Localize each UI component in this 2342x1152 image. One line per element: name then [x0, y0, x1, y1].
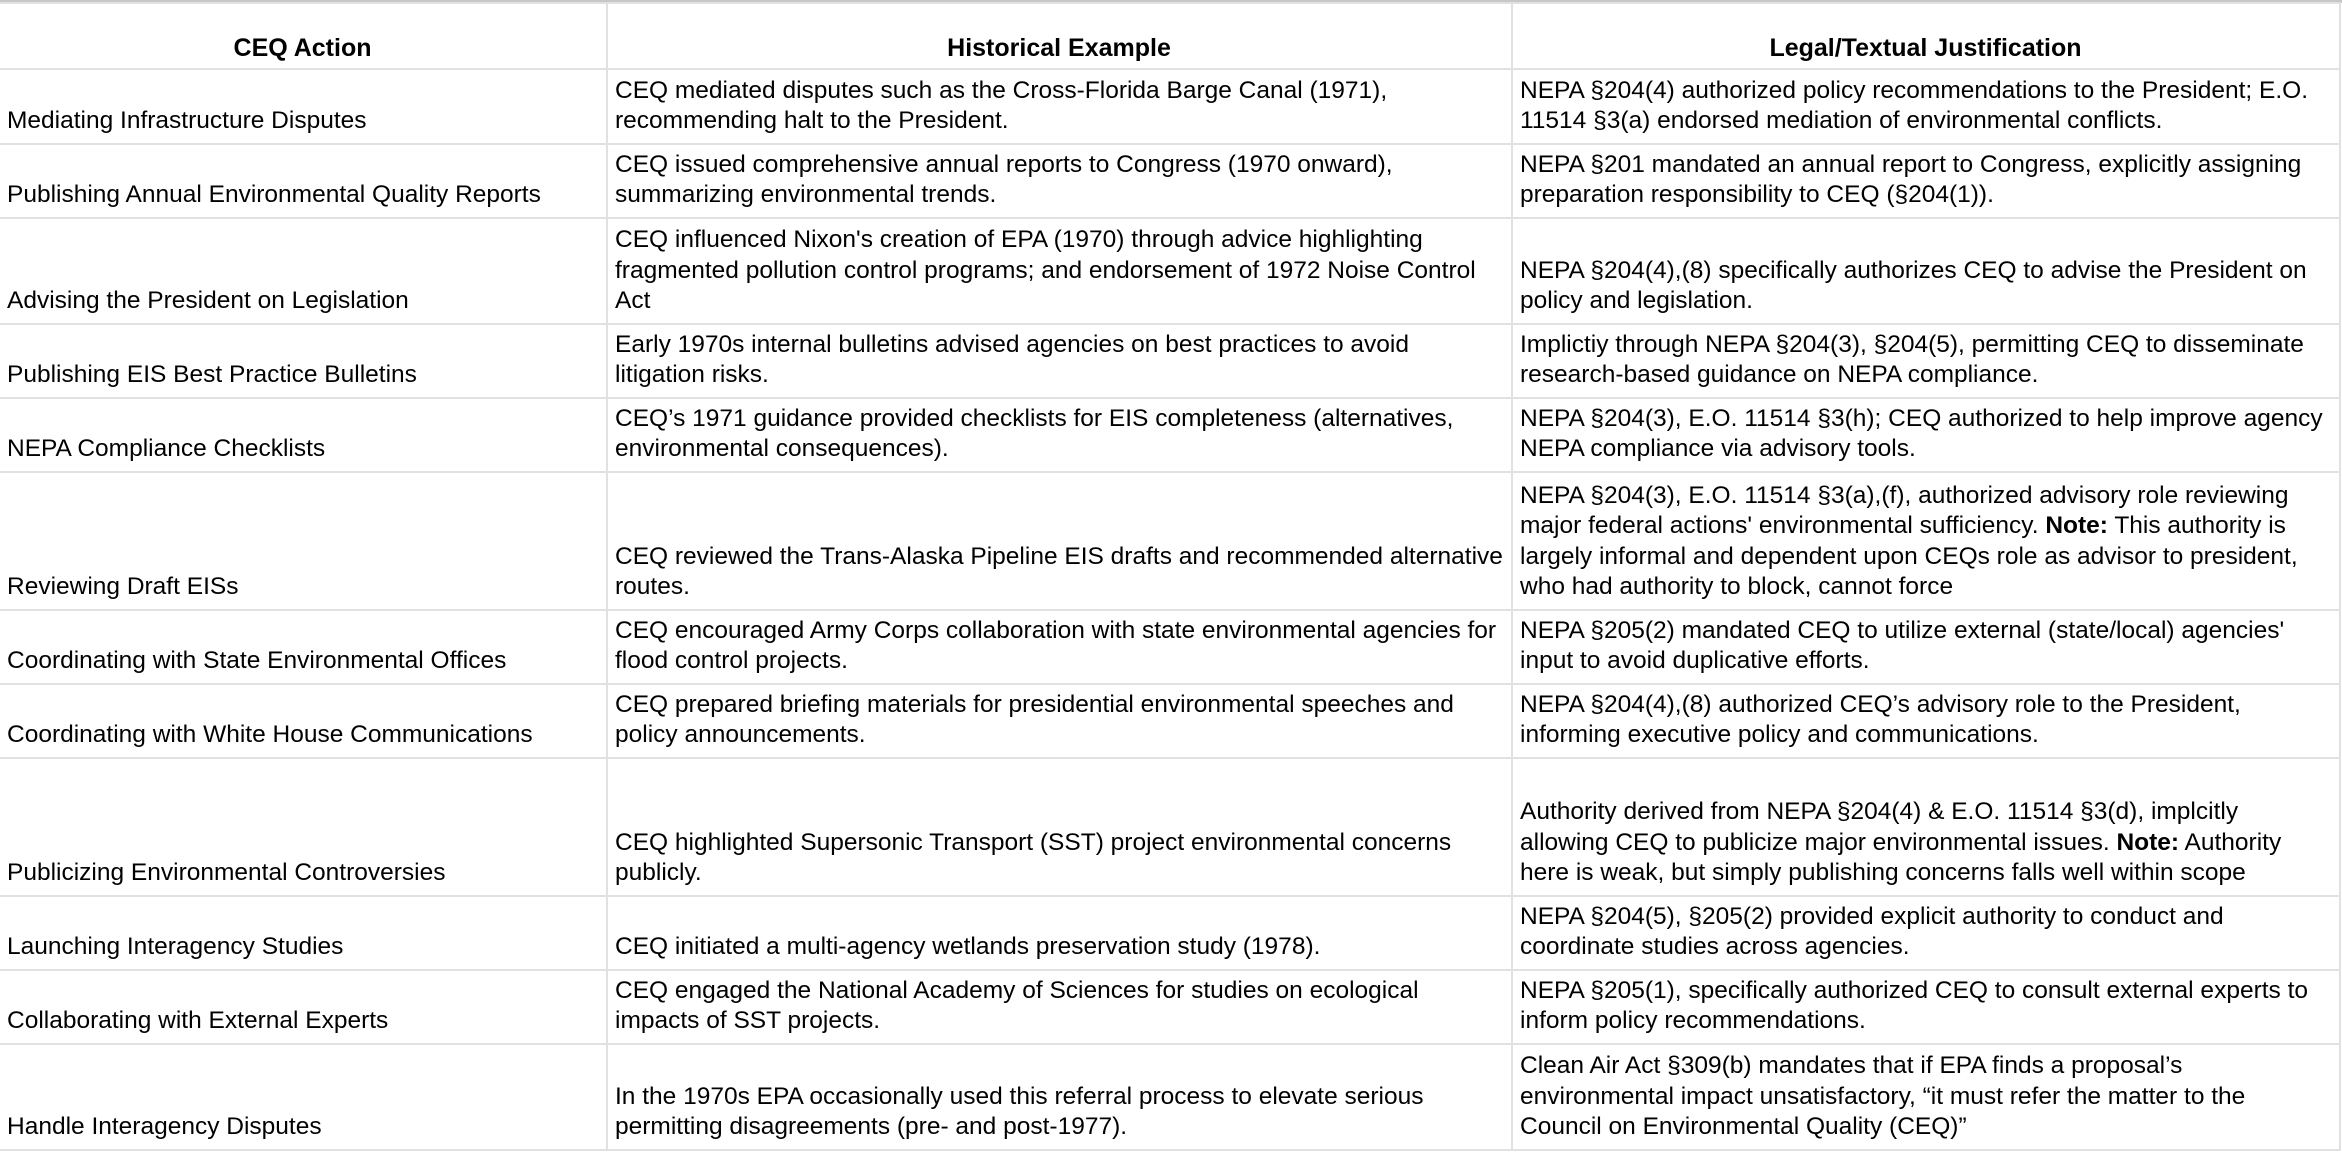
justification-text: Authority derived from NEPA §204(4) & E.O. 11514 §3(d), implcitly allowing CEQ to publicize major environmental issues.	[1520, 798, 2239, 856]
cell-ceq-action[interactable]: Publishing EIS Best Practice Bulletins	[0, 324, 607, 398]
note-label: Note:	[2116, 828, 2180, 856]
cell-historical-example[interactable]: In the 1970s EPA occasionally used this referral process to elevate serious permitting disagreements (pre- and post-1977).	[607, 1044, 1512, 1150]
ceq-actions-table	[0, 2, 2341, 1151]
cell-legal-justification[interactable]	[1512, 970, 2340, 1044]
cell-historical-example[interactable]: CEQ encouraged Army Corps collaboration with state environmental agencies for flood control projects.	[607, 610, 1512, 684]
cell-ceq-action[interactable]: Publishing Annual Environmental Quality Reports	[0, 144, 607, 218]
cell-legal-justification[interactable]	[1512, 684, 2340, 758]
table-row	[0, 398, 2340, 472]
cell-ceq-action[interactable]: Publicizing Environmental Controversies	[0, 758, 607, 896]
cell-historical-example[interactable]: CEQ engaged the National Academy of Sciences for studies on ecological impacts of SST projects.	[607, 970, 1512, 1044]
justification-text: NEPA §205(2) mandated CEQ to utilize external (state/local) agencies' input to avoid duplicative efforts.	[1520, 616, 2285, 675]
table-row	[0, 144, 2340, 218]
table-row	[0, 472, 2340, 610]
cell-ceq-action[interactable]: Collaborating with External Experts	[0, 970, 607, 1044]
table-row	[0, 324, 2340, 398]
justification-text: NEPA §205(1), specifically authorized CEQ to consult external experts to inform policy recommendations.	[1520, 976, 2309, 1035]
cell-ceq-action[interactable]: Coordinating with State Environmental Offices	[0, 610, 607, 684]
cell-ceq-action[interactable]: Reviewing Draft EISs	[0, 472, 607, 610]
cell-legal-justification[interactable]	[1512, 1044, 2340, 1150]
justification-text: Implictiy through NEPA §204(3), §204(5), permitting CEQ to disseminate research-based guidance on NEPA compliance.	[1520, 330, 2304, 389]
justification-text: NEPA §204(3), E.O. 11514 §3(h); CEQ authorized to help improve agency NEPA compliance via advisory tools.	[1520, 404, 2323, 463]
justification-text: NEPA §204(5), §205(2) provided explicit authority to conduct and coordinate studies across agencies.	[1520, 902, 2224, 961]
cell-historical-example[interactable]: CEQ influenced Nixon's creation of EPA (1970) through advice highlighting fragmented pollution control programs; and endorsement of 1972 Noise Control Act	[607, 218, 1512, 324]
cell-legal-justification[interactable]	[1512, 69, 2340, 144]
header-cell-ceq-action[interactable]: CEQ Action	[0, 3, 607, 69]
cell-legal-justification[interactable]	[1512, 896, 2340, 970]
cell-historical-example[interactable]: Early 1970s internal bulletins advised agencies on best practices to avoid litigation risks.	[607, 324, 1512, 398]
cell-historical-example[interactable]: CEQ prepared briefing materials for presidential environmental speeches and policy announcements.	[607, 684, 1512, 758]
table-body	[0, 69, 2340, 1150]
cell-historical-example[interactable]: CEQ initiated a multi-agency wetlands preservation study (1978).	[607, 896, 1512, 970]
justification-text: NEPA §204(4),(8) authorized CEQ’s advisory role to the President, informing executive policy and communications.	[1520, 690, 2241, 749]
table-row	[0, 896, 2340, 970]
justification-text: NEPA §204(3), E.O. 11514 §3(a),(f), authorized advisory role reviewing major federal actions' environmental sufficiency.	[1520, 481, 2289, 540]
cell-ceq-action[interactable]: Advising the President on Legislation	[0, 218, 607, 324]
cell-historical-example[interactable]: CEQ issued comprehensive annual reports to Congress (1970 onward), summarizing environmental trends.	[607, 144, 1512, 218]
header-cell-historical-example[interactable]: Historical Example	[607, 3, 1512, 69]
cell-legal-justification[interactable]	[1512, 218, 2340, 324]
table-row	[0, 218, 2340, 324]
cell-ceq-action[interactable]: NEPA Compliance Checklists	[0, 398, 607, 472]
cell-ceq-action[interactable]: Mediating Infrastructure Disputes	[0, 69, 607, 144]
justification-text: Clean Air Act §309(b) mandates that if EPA finds a proposal’s environmental impact unsatisfactory, “it must refer the matter to the Council on Environmental Quality (CEQ)”	[1520, 1052, 2246, 1141]
justification-text: NEPA §204(4),(8) specifically authorizes CEQ to advise the President on policy and legislation.	[1520, 256, 2307, 315]
cell-ceq-action[interactable]: Coordinating with White House Communications	[0, 684, 607, 758]
cell-historical-example[interactable]: CEQ highlighted Supersonic Transport (SST) project environmental concerns publicly.	[607, 758, 1512, 896]
note-text: This authority is largely informal and dependent upon CEQs role as advisor to president, who had authority to block, cannot force	[1520, 512, 2298, 601]
justification-text: NEPA §204(4) authorized policy recommendations to the President; E.O. 11514 §3(a) endorsed mediation of environmental conflicts.	[1520, 76, 2309, 135]
cell-legal-justification[interactable]	[1512, 758, 2340, 896]
cell-historical-example[interactable]: CEQ reviewed the Trans-Alaska Pipeline EIS drafts and recommended alternative routes.	[607, 472, 1512, 610]
table-row	[0, 758, 2340, 896]
cell-legal-justification[interactable]	[1512, 610, 2340, 684]
table-row	[0, 69, 2340, 144]
table-row	[0, 970, 2340, 1044]
header-cell-legal-justification[interactable]: Legal/Textual Justification	[1512, 3, 2340, 69]
table-row	[0, 684, 2340, 758]
cell-ceq-action[interactable]: Launching Interagency Studies	[0, 896, 607, 970]
note-label: Note:	[2045, 512, 2108, 540]
cell-legal-justification[interactable]	[1512, 398, 2340, 472]
note-text: Authority here is weak, but simply publishing concerns falls well within scope	[1520, 828, 2282, 887]
cell-ceq-action[interactable]: Handle Interagency Disputes	[0, 1044, 607, 1150]
justification-text: NEPA §201 mandated an annual report to Congress, explicitly assigning preparation responsibility to CEQ (§204(1)).	[1520, 150, 2302, 209]
cell-historical-example[interactable]: CEQ mediated disputes such as the Cross-Florida Barge Canal (1971), recommending halt to the President.	[607, 69, 1512, 144]
cell-legal-justification[interactable]	[1512, 144, 2340, 218]
cell-legal-justification[interactable]	[1512, 324, 2340, 398]
table-row	[0, 1044, 2340, 1150]
cell-legal-justification[interactable]	[1512, 472, 2340, 610]
cell-historical-example[interactable]: CEQ’s 1971 guidance provided checklists for EIS completeness (alternatives, environmental consequences).	[607, 398, 1512, 472]
header-row	[0, 3, 2340, 69]
table-row	[0, 610, 2340, 684]
